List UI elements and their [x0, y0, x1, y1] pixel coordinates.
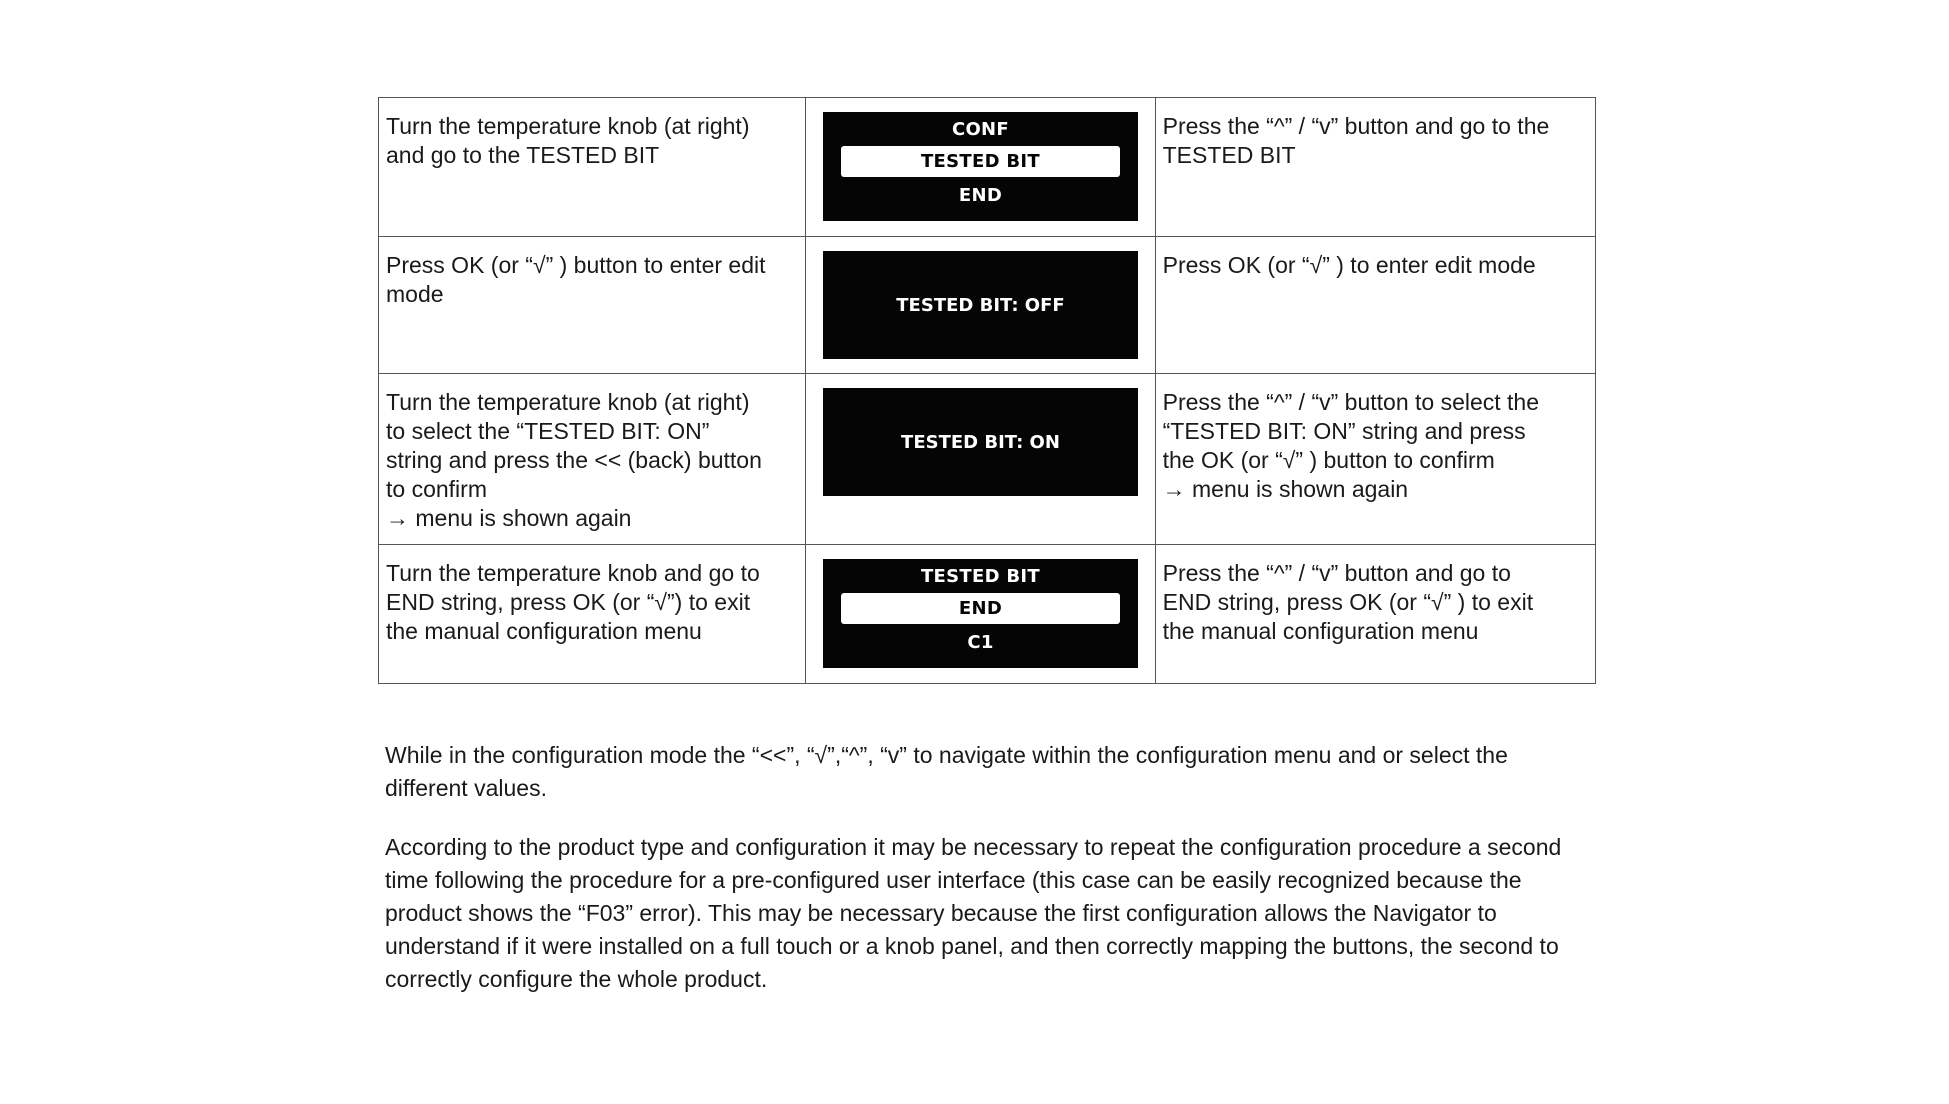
display-line-selected: END [841, 593, 1120, 624]
knob-instruction-text: Turn the temperature knob (at right) to select the “TESTED BIT: ON” string and press the << (back) button to confirm → menu is shown again [386, 389, 762, 531]
table-row [379, 374, 1596, 545]
display-line-c1: C1 [967, 632, 994, 653]
knob-instruction-cell [379, 98, 806, 237]
button-instruction-cell [1155, 374, 1595, 545]
knob-instruction-cell [379, 237, 806, 374]
button-instruction-text: Press the “^” / “v” button and go to the TESTED BIT [1162, 113, 1550, 168]
button-instruction-text: Press OK (or “√” ) to enter edit mode [1162, 252, 1536, 278]
knob-instruction-text: Turn the temperature knob (at right) and go to the TESTED BIT [386, 113, 750, 168]
knob-instruction-text: Turn the temperature knob and go to END string, press OK (or “√”) to exit the manual configuration menu [386, 560, 760, 644]
repeat-configuration-paragraph: According to the product type and configuration it may be necessary to repeat the configuration procedure a second time following the procedure for a pre-configured user interface (this case can be easily recognized because the product shows the “F03” error). This may be necessary because the first configuration allows the Navigator to understand if it were installed on a full touch or a knob panel, and then correctly mapping the buttons, the second to correctly configure the whole product. [385, 834, 1562, 992]
button-instruction-cell [1155, 545, 1595, 684]
knob-instruction-text: Press OK (or “√” ) button to enter edit mode [386, 252, 766, 307]
button-instruction-cell [1155, 237, 1595, 374]
display-line-conf: CONF [951, 119, 1010, 140]
knob-instruction-cell [379, 545, 806, 684]
display-line-selected: TESTED BIT [841, 146, 1120, 177]
button-instruction-cell [1155, 98, 1595, 237]
display-cell [806, 545, 1155, 684]
table-row [379, 237, 1596, 374]
procedure-table [378, 97, 1596, 684]
lcd-display [823, 388, 1138, 496]
display-text: TESTED BIT: ON [901, 431, 1060, 453]
button-instruction-text: Press the “^” / “v” button to select the “TESTED BIT: ON” string and press the OK (or “√” ) button to confirm → menu is shown again [1162, 389, 1540, 502]
lcd-display [823, 112, 1138, 221]
knob-instruction-cell [379, 374, 806, 545]
table-row [379, 545, 1596, 684]
display-text: TESTED BIT: OFF [896, 294, 1065, 316]
navigation-note-paragraph: While in the configuration mode the “<<”, “√”,“^”, “v” to navigate within the configuration menu and or select the different values. [385, 742, 1508, 801]
button-instruction-text: Press the “^” / “v” button and go to END string, press OK (or “√” ) to exit the manual configuration menu [1162, 560, 1534, 644]
lcd-display [823, 251, 1138, 359]
display-cell [806, 98, 1155, 237]
lcd-display [823, 559, 1138, 668]
table-row [379, 98, 1596, 237]
display-line-tested-bit: TESTED BIT [920, 566, 1040, 587]
display-line-end: END [958, 185, 1003, 206]
display-cell [806, 237, 1155, 374]
display-cell [806, 374, 1155, 545]
